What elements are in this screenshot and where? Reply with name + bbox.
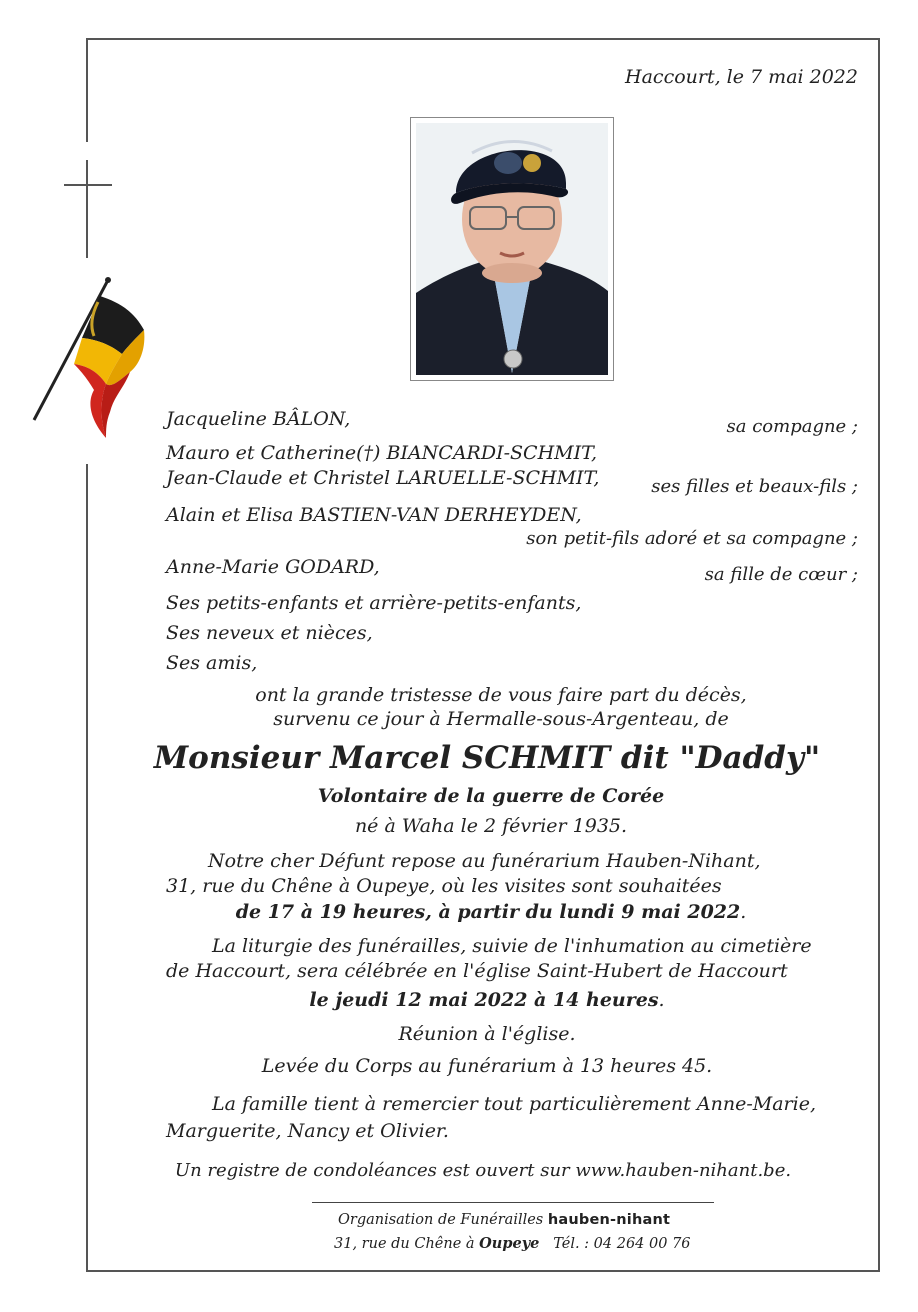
visitation-time: de 17 à 19 heures, à partir du lundi 9 mai 2022	[235, 901, 741, 923]
family-relation: son petit-fils adoré et sa compagne ;	[526, 528, 858, 549]
cross-icon	[86, 160, 88, 258]
family-name: Mauro et Catherine(†) BIANCARDI-SCHMIT,	[166, 442, 598, 464]
family-name: Jean-Claude et Christel LARUELLE-SCHMIT,	[166, 467, 600, 489]
funeral-date: le jeudi 12 mai 2022 à 14 heures	[309, 989, 659, 1011]
family-relation: sa fille de cœur ;	[704, 564, 858, 585]
visitation-line: 31, rue du Chêne à Oupeye, où les visites sont souhaitées	[166, 875, 722, 897]
place-date: Haccourt, le 7 mai 2022	[625, 66, 858, 88]
footer-divider	[312, 1202, 714, 1203]
funeral-date-line: le jeudi 12 mai 2022 à 14 heures.	[309, 989, 665, 1011]
family-name: Alain et Elisa BASTIEN-VAN DERHEYDEN,	[166, 504, 582, 526]
family-relation: ses filles et beaux-fils ;	[651, 476, 858, 497]
funeral-line: La liturgie des funérailles, suivie de l'inhumation au cimetière	[212, 935, 812, 957]
funeral-meeting: Réunion à l'église.	[398, 1023, 576, 1045]
register-line: Un registre de condoléances est ouvert sur www.hauben-nihant.be.	[174, 1160, 792, 1181]
deceased-name: Monsieur Marcel SCHMIT dit "Daddy"	[153, 740, 821, 776]
others-line: Ses amis,	[166, 652, 258, 674]
belgian-flag-icon	[28, 272, 148, 444]
family-name: Anne-Marie GODARD,	[166, 556, 380, 578]
deceased-title: Volontaire de la guerre de Corée	[317, 785, 665, 807]
funeral-line: de Haccourt, sera célébrée en l'église Saint-Hubert de Haccourt	[166, 960, 788, 982]
family-name: Jacqueline BÂLON,	[166, 408, 351, 430]
brand-logo: hauben-nihant	[547, 1212, 671, 1228]
visitation-time-line: de 17 à 19 heures, à partir du lundi 9 mai 2022.	[235, 901, 747, 923]
others-line: Ses neveux et nièces,	[166, 622, 373, 644]
announcement-line: ont la grande tristesse de vous faire part du décès,	[255, 684, 747, 706]
portrait-photo	[410, 117, 614, 381]
others-line: Ses petits-enfants et arrière-petits-enfants,	[166, 592, 582, 614]
thanks-line: Marguerite, Nancy et Olivier.	[166, 1120, 449, 1142]
deceased-birth: né à Waha le 2 février 1935.	[354, 815, 628, 837]
announcement-line: survenu ce jour à Hermalle-sous-Argenteau, de	[273, 708, 729, 730]
cross-icon-bar	[64, 184, 112, 186]
family-relation: sa compagne ;	[726, 416, 858, 437]
thanks-line: La famille tient à remercier tout particulièrement Anne-Marie,	[212, 1093, 816, 1115]
funeral-levee: Levée du Corps au funérarium à 13 heures 45.	[261, 1055, 713, 1077]
visitation-line: Notre cher Défunt repose au funérarium Hauben-Nihant,	[208, 850, 761, 872]
footer-address: 31, rue du Chêne à Oupeye Tél. : 04 264 00 76	[334, 1235, 691, 1252]
footer-org: Organisation de Funérailles hauben-nihant	[338, 1212, 671, 1228]
